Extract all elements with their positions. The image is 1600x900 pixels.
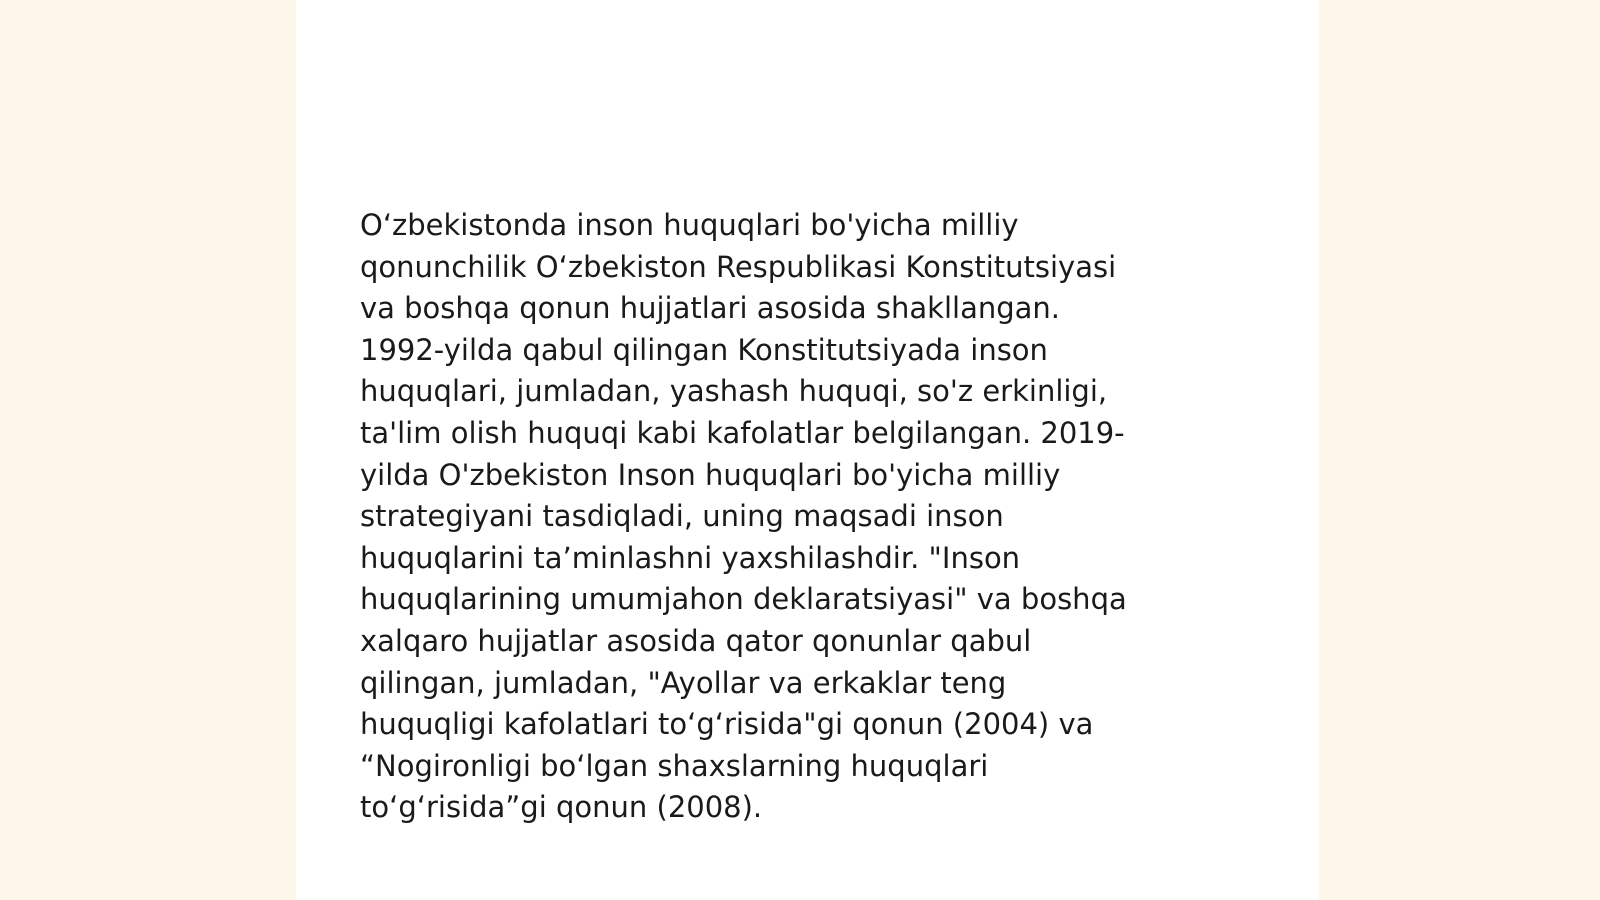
body-paragraph: O‘zbekistonda inson huquqlari bo'yicha milliy qonunchilik O‘zbekiston Respublikasi Konstitutsiyasi va boshqa qonun hujjatlari asosida shakllangan. 1992-yilda qabul qilingan Konstitutsiyada inson huquqlari, jumladan, yashash huquqi, so'z erkinligi, ta'lim olish huquqi kabi kafolatlar belgilangan. 2019- yilda O'zbekiston Inson huquqlari bo'yicha milliy strategiyani tasdiqladi, uning maqsadi inson huquqlarini ta’minlashni yaxshilashdir. "Inson huquqlarining umumjahon deklaratsiyasi" va boshqa xalqaro hujjatlar asosida qator qonunlar qabul qilingan, jumladan, "Ayollar va erkaklar teng huquqligi kafolatlari to‘g‘risida"gi qonun (2004) va “Nogironligi bo‘lgan shaxslarning huquqlari to‘g‘risida”gi qonun (2008). [360, 208, 1127, 825]
document-page [296, 0, 1319, 900]
